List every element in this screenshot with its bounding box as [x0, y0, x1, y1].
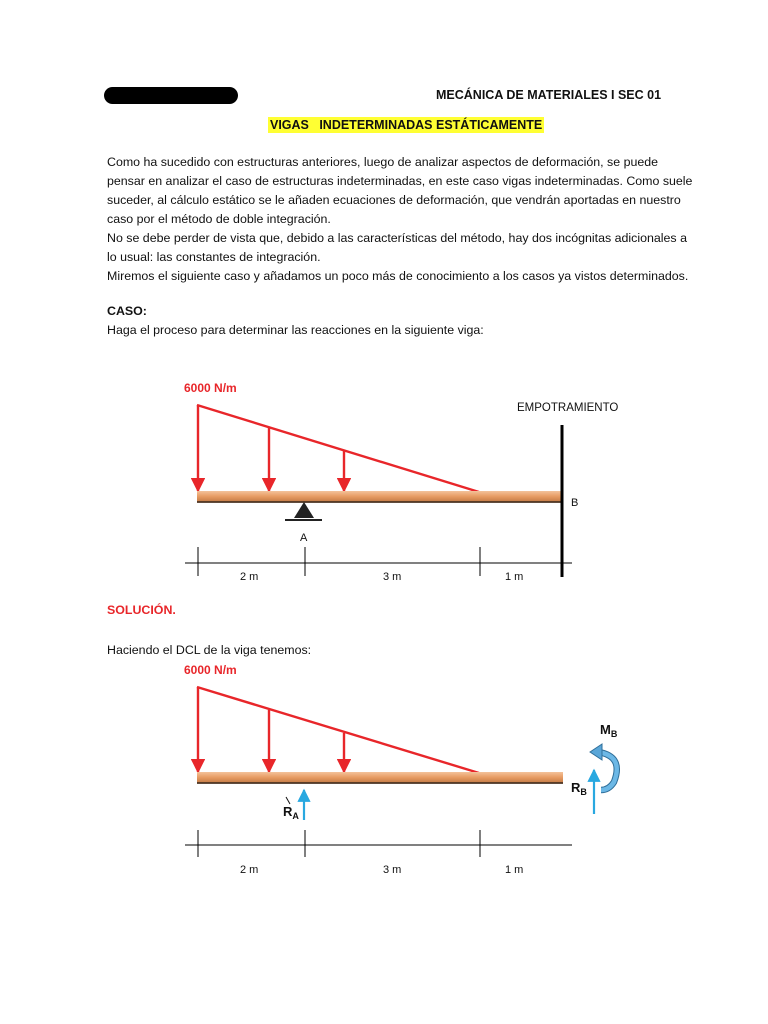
reaction-a-leader [286, 797, 290, 804]
reaction-b-label: $R_B$ [571, 780, 587, 797]
dimension-label: 1 m [505, 571, 524, 583]
dimension-label: 3 m [383, 571, 402, 583]
pin-support [285, 502, 322, 520]
wall-label: EMPOTRAMIENTO [517, 402, 619, 414]
free-body-diagram [0, 655, 768, 880]
load-envelope [197, 405, 479, 492]
dcl-intro: Haciendo el DCL de la viga tenemos: [107, 643, 312, 657]
point-b-label: B [571, 497, 579, 509]
load-label: 6000 N/m [184, 663, 237, 677]
paragraph-constants: No se debe perder de vista que, debido a las características del método, hay dos incógnitas adicionales a lo usual: las constantes de integración. [107, 231, 687, 264]
case-heading: CASO: [107, 304, 147, 318]
paragraph-intro: Como ha sucedido con estructuras anteriores, luego de analizar aspectos de deformación, se puede pensar en analizar el caso de estructuras indeterminadas, en este caso vigas indeterminadas. Como suele suceder, al cálculo estático se le añaden ecuaciones de deformación, que vendrán aportadas en nuestro caso por el método de doble integración. [107, 155, 693, 226]
dimension-label: 2 m [240, 864, 259, 876]
load-envelope [197, 687, 479, 773]
reaction-a-label: $R_A$ [283, 804, 299, 821]
case-prompt: Haga el proceso para determinar las reacciones en la siguiente viga: [107, 323, 484, 337]
beam [197, 491, 563, 502]
load-label: 6000 N/m [184, 381, 237, 395]
moment-b-label: $M_B$ [600, 722, 618, 739]
redacted-name [104, 87, 238, 104]
beam [197, 772, 563, 783]
dimension-line [185, 830, 572, 857]
dimension-label: 2 m [240, 571, 259, 583]
point-a-label: A [300, 532, 308, 544]
paragraph-case-intro: Miremos el siguiente caso y añadamos un poco más de conocimiento a los casos ya vistos determinados. [107, 269, 689, 283]
course-title: MECÁNICA DE MATERIALES I SEC 01 [436, 88, 662, 102]
dimension-label: 1 m [505, 864, 524, 876]
dimension-label: 3 m [383, 864, 402, 876]
beam-diagram [0, 370, 768, 585]
document-title: VIGAS INDETERMINADAS ESTÁTICAMENTE [270, 118, 543, 132]
solution-heading: SOLUCIÓN. [107, 603, 176, 617]
